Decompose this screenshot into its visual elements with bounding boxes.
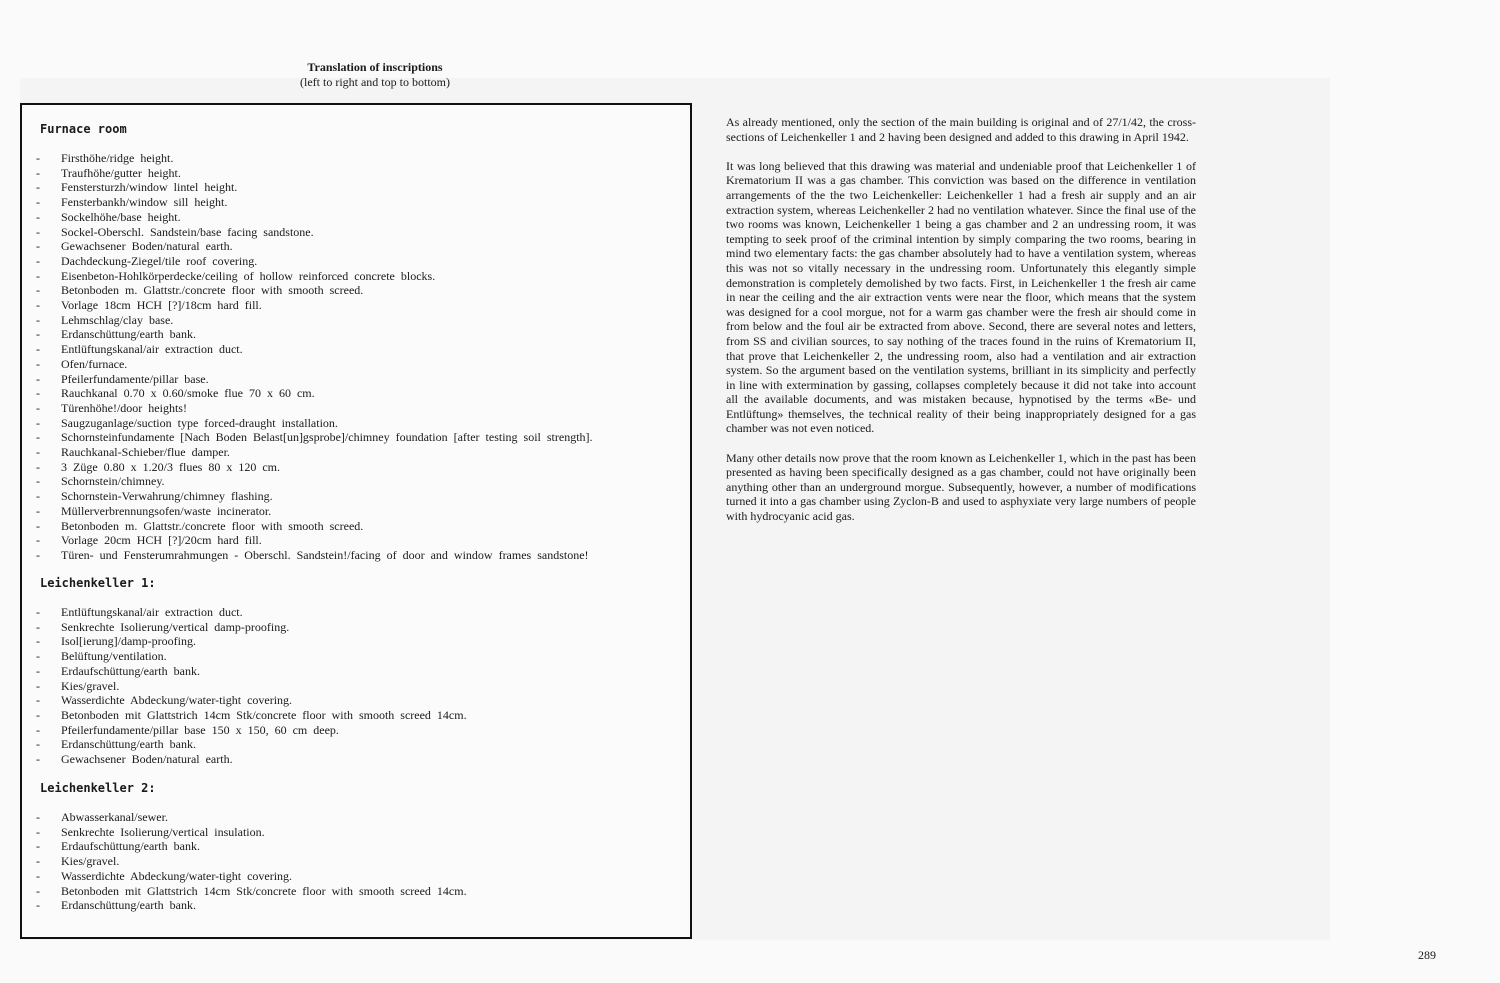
inscription-item: - Lehmschlag/clay base. bbox=[36, 313, 593, 328]
inscription-item: - Türenhöhe!/door heights! bbox=[36, 401, 593, 416]
body-paragraph: It was long believed that this drawing was material and undeniable proof that Leichenkeller 1 of Krematorium II was a gas chamber. This conviction was based on the difference in ventilation arrangements of the the two Leichenkeller: Leichenkeller 1 had a fresh air supply and an air extraction system, whereas Leichenkeller 2 had no ventilation whatever. Since the final use of the two rooms was known, Leichenkeller 1 being a gas chamber and 2 an undressing room, it was tempting to seek proof of the criminal intention by simply comparing the two rooms, bearing in mind two elementary facts: the gas chamber absolutely had to have a ventilation system, whereas this was not so vitally necessary in the undressing room. Unfortunately this elegantly simple demonstration is completely demolished by two facts. First, in Leichenkeller 1 the fresh air came in near the ceiling and the air extraction vents were near the floor, which means that the system was designed for a cool morgue, not for a warm gas chamber were the fresh air should come in from below and the foul air be extracted from above. Second, there are several notes and letters, from SS and civilian sources, to say nothing of the traces found in the ruins of Krematorium II, that prove that Leichenkeller 2, the undressing room, also had a ventilation and air extraction system. So the argument based on the ventilation systems, brilliant in its simplicity and perfectly in line with extermination by gassing, collapses completely because it did not take into account all the available documents, and was mistaken because, hypnotised by the terms «Be- und Entlüftung» themselves, the technical reality of their being inappropriately designed for a gas chamber was not even noticed. bbox=[726, 158, 1196, 436]
leichenkeller-1-list bbox=[36, 605, 467, 767]
inscription-item: - Pfeilerfundamente/pillar base 150 x 150, 60 cm deep. bbox=[36, 723, 467, 738]
inscription-item: - Wasserdichte Abdeckung/water-tight covering. bbox=[36, 693, 467, 708]
furnace-room-list bbox=[36, 151, 593, 563]
inscription-item: - Sockel-Oberschl. Sandstein/base facing sandstone. bbox=[36, 225, 593, 240]
page-number: 289 bbox=[1418, 948, 1436, 962]
inscription-item: - Wasserdichte Abdeckung/water-tight covering. bbox=[36, 869, 467, 884]
inscription-item: - Belüftung/ventilation. bbox=[36, 649, 467, 664]
inscription-item: - Erdaufschüttung/earth bank. bbox=[36, 664, 467, 679]
heading-title: Translation of inscriptions bbox=[307, 60, 443, 74]
inscription-item: - Erdanschüttung/earth bank. bbox=[36, 327, 593, 342]
inscription-item: - Betonboden mit Glattstrich 14cm Stk/concrete floor with smooth screed 14cm. bbox=[36, 884, 467, 899]
inscription-item: - Türen- und Fensterumrahmungen - Oberschl. Sandstein!/facing of door and window frames sandstone! bbox=[36, 548, 593, 563]
inscription-item: - Pfeilerfundamente/pillar base. bbox=[36, 372, 593, 387]
inscription-item: - Isol[ierung]/damp-proofing. bbox=[36, 634, 467, 649]
inscription-item: - Fensterbankh/window sill height. bbox=[36, 195, 593, 210]
inscription-item: - Kies/gravel. bbox=[36, 679, 467, 694]
body-paragraph: Many other details now prove that the room known as Leichenkeller 1, which in the past has been presented as having been specifically designed as a gas chamber, could not have originally been anything other than an underground morgue. Subsequently, however, a number of modifications turned it into a gas chamber using Zyclon-B and used to asphyxiate very large numbers of people with hydrocyanic acid gas. bbox=[726, 450, 1196, 524]
inscription-item: - Erdaufschüttung/earth bank. bbox=[36, 839, 467, 854]
inscription-item: - Entlüftungskanal/air extraction duct. bbox=[36, 342, 593, 357]
inscription-item: - Eisenbeton-Hohlkörperdecke/ceiling of hollow reinforced concrete blocks. bbox=[36, 269, 593, 284]
inscription-item: - Gewachsener Boden/natural earth. bbox=[36, 239, 593, 254]
inscription-item: - Betonboden mit Glattstrich 14cm Stk/concrete floor with smooth screed 14cm. bbox=[36, 708, 467, 723]
inscription-item: - Traufhöhe/gutter height. bbox=[36, 166, 593, 181]
heading-subtitle: (left to right and top to bottom) bbox=[300, 75, 450, 89]
inscription-item: - Vorlage 18cm HCH [?]/18cm hard fill. bbox=[36, 298, 593, 313]
inscription-item: - Ofen/furnace. bbox=[36, 357, 593, 372]
inscription-item: - Schornstein/chimney. bbox=[36, 474, 593, 489]
leichenkeller-2-list bbox=[36, 810, 467, 913]
inscription-item: - Senkrechte Isolierung/vertical damp-proofing. bbox=[36, 620, 467, 635]
inscription-item: - Abwasserkanal/sewer. bbox=[36, 810, 467, 825]
inscription-item: - Erdanschüttung/earth bank. bbox=[36, 737, 467, 752]
section-title-furnace-room: Furnace room bbox=[40, 122, 127, 136]
body-paragraph: As already mentioned, only the section of the main building is original and of 27/1/42, the cross-sections of Leichenkeller 1 and 2 having been designed and added to this drawing in April 1942. bbox=[726, 115, 1196, 144]
section-title-leichenkeller-1: Leichenkeller 1: bbox=[40, 576, 156, 590]
translation-heading bbox=[230, 60, 520, 90]
body-text-column bbox=[726, 115, 1196, 538]
inscription-item: - Senkrechte Isolierung/vertical insulation. bbox=[36, 825, 467, 840]
inscription-item: - Gewachsener Boden/natural earth. bbox=[36, 752, 467, 767]
inscription-item: - Rauchkanal 0.70 x 0.60/smoke flue 70 x 60 cm. bbox=[36, 386, 593, 401]
inscription-item: - Fenstersturzh/window lintel height. bbox=[36, 180, 593, 195]
inscription-item: - Erdanschüttung/earth bank. bbox=[36, 898, 467, 913]
inscription-item: - Müllerverbrennungsofen/waste incinerator. bbox=[36, 504, 593, 519]
inscription-item: - Schornsteinfundamente [Nach Boden Belast[un]gsprobe]/chimney foundation [after testing soil strength]. bbox=[36, 430, 593, 445]
inscription-item: - Dachdeckung-Ziegel/tile roof covering. bbox=[36, 254, 593, 269]
inscription-item: - Entlüftungskanal/air extraction duct. bbox=[36, 605, 467, 620]
inscription-item: - Betonboden m. Glattstr./concrete floor with smooth screed. bbox=[36, 283, 593, 298]
inscription-item: - Firsthöhe/ridge height. bbox=[36, 151, 593, 166]
inscription-item: - Vorlage 20cm HCH [?]/20cm hard fill. bbox=[36, 533, 593, 548]
inscription-item: - Schornstein-Verwahrung/chimney flashing. bbox=[36, 489, 593, 504]
inscription-item: - Saugzuganlage/suction type forced-draught installation. bbox=[36, 416, 593, 431]
inscription-item: - 3 Züge 0.80 x 1.20/3 flues 80 x 120 cm. bbox=[36, 460, 593, 475]
inscription-item: - Kies/gravel. bbox=[36, 854, 467, 869]
inscription-item: - Betonboden m. Glattstr./concrete floor with smooth screed. bbox=[36, 519, 593, 534]
section-title-leichenkeller-2: Leichenkeller 2: bbox=[40, 781, 156, 795]
inscriptions-box bbox=[20, 103, 692, 939]
inscription-item: - Rauchkanal-Schieber/flue damper. bbox=[36, 445, 593, 460]
inscription-item: - Sockelhöhe/base height. bbox=[36, 210, 593, 225]
